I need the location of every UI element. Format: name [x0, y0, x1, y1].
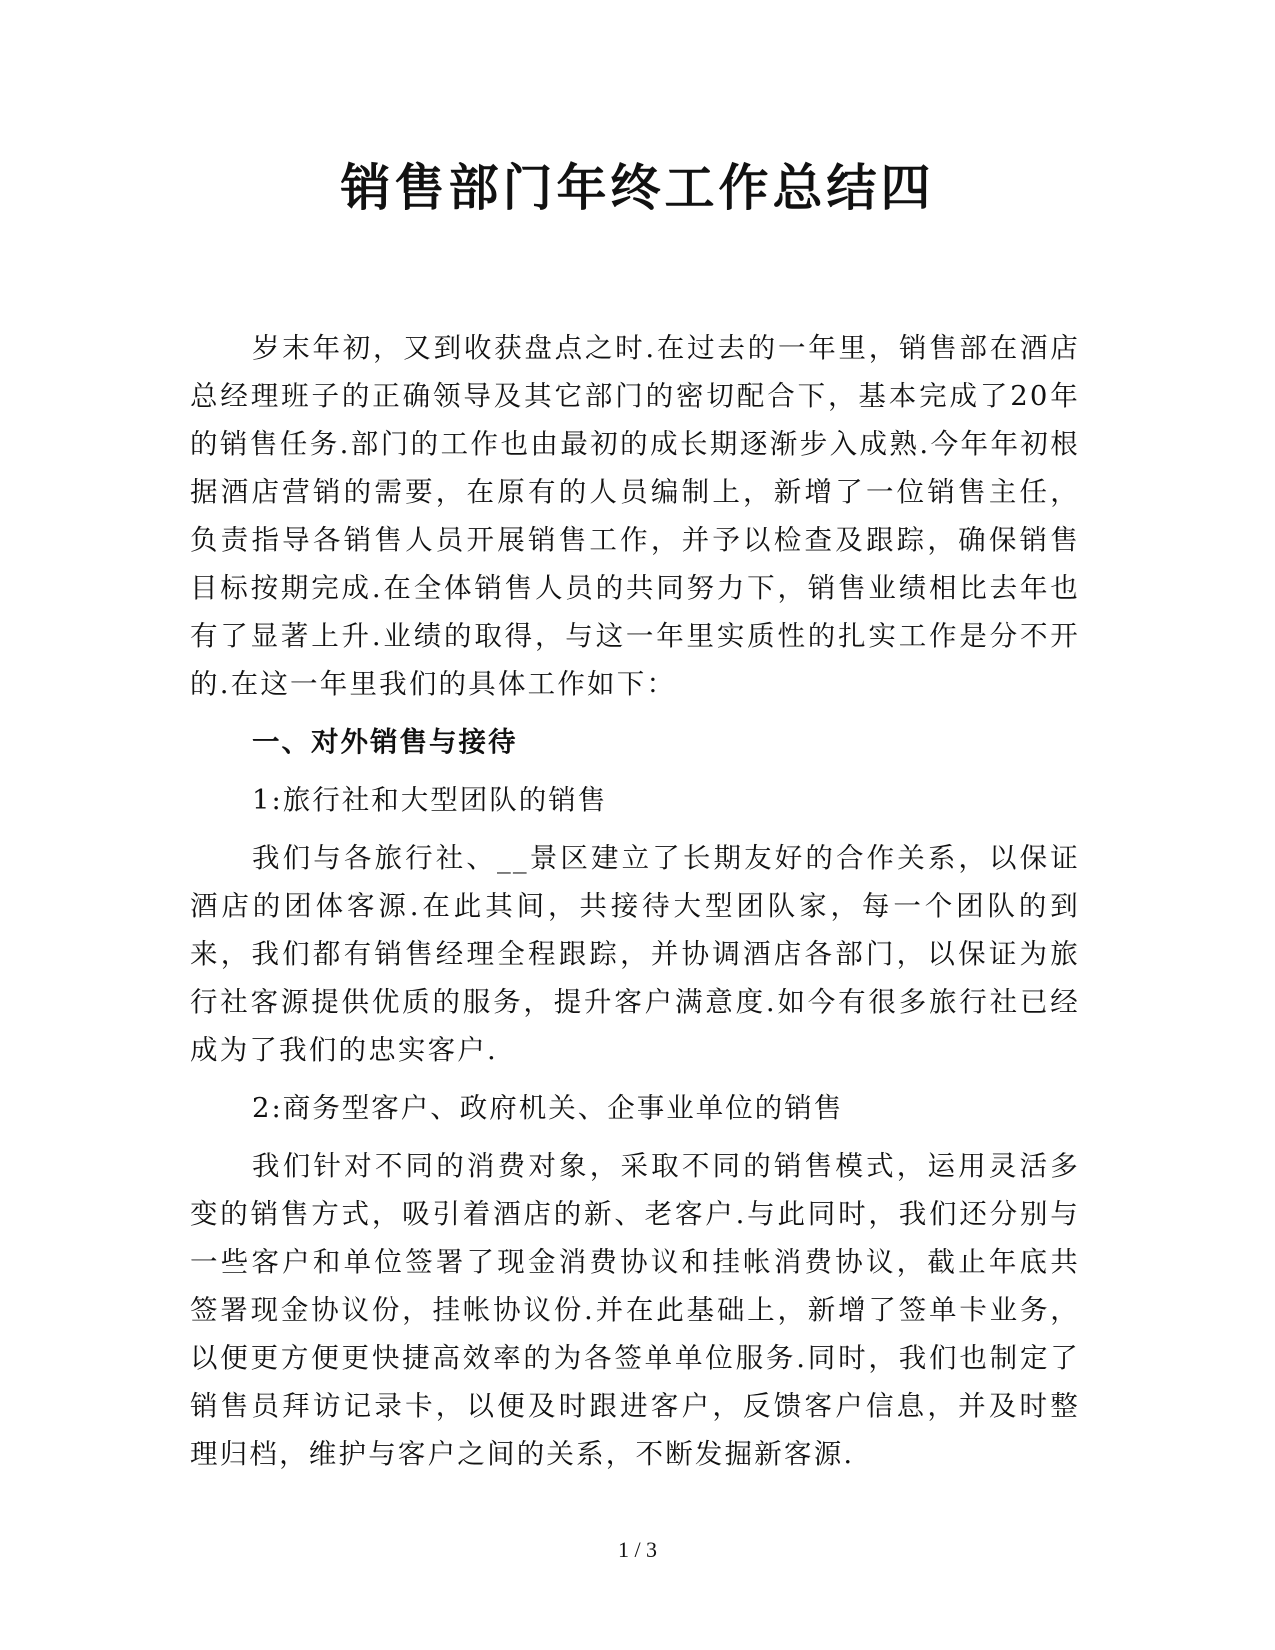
page-number: 1 / 3: [617, 1537, 658, 1562]
document-body: [190, 324, 1080, 1488]
document-title: 销售部门年终工作总结四: [340, 158, 935, 217]
section-heading: 一、对外销售与接待: [252, 726, 518, 758]
subsection-heading: 2:商务型客户、政府机关、企事业单位的销售: [252, 1092, 844, 1124]
intro-paragraph: 岁末年初，又到收获盘点之时.在过去的一年里，销售部在酒店总经理班子的正确领导及其它部门的密切配合下，基本完成了20年的销售任务.部门的工作也由最初的成长期逐渐步入成熟.今年年初根据酒店营销的需要，在原有的人员编制上，新增了一位销售主任，负责指导各销售人员开展销售工作，并予以检查及跟踪，确保销售目标按期完成.在全体销售人员的共同努力下，销售业绩相比去年也有了显著上升.业绩的取得，与这一年里实质性的扎实工作是分不开的.在这一年里我们的具体工作如下：: [190, 332, 1080, 700]
body-paragraph: 我们针对不同的消费对象，采取不同的销售模式，运用灵活多变的销售方式，吸引着酒店的新、老客户.与此同时，我们还分别与一些客户和单位签署了现金消费协议和挂帐消费协议，截止年底共签署现金协议份，挂帐协议份.并在此基础上，新增了签单卡业务，以便更方便更快捷高效率的为各签单单位服务.同时，我们也制定了销售员拜访记录卡，以便及时跟进客户，反馈客户信息，并及时整理归档，维护与客户之间的关系，不断发掘新客源.: [190, 1150, 1080, 1470]
subsection-heading: 1:旅行社和大型团队的销售: [252, 784, 608, 816]
body-paragraph: 我们与各旅行社、__景区建立了长期友好的合作关系，以保证酒店的团体客源.在此其间，共接待大型团队家，每一个团队的到来，我们都有销售经理全程跟踪，并协调酒店各部门，以保证为旅行社客源提供优质的服务，提升客户满意度.如今有很多旅行社已经成为了我们的忠实客户.: [190, 842, 1080, 1066]
